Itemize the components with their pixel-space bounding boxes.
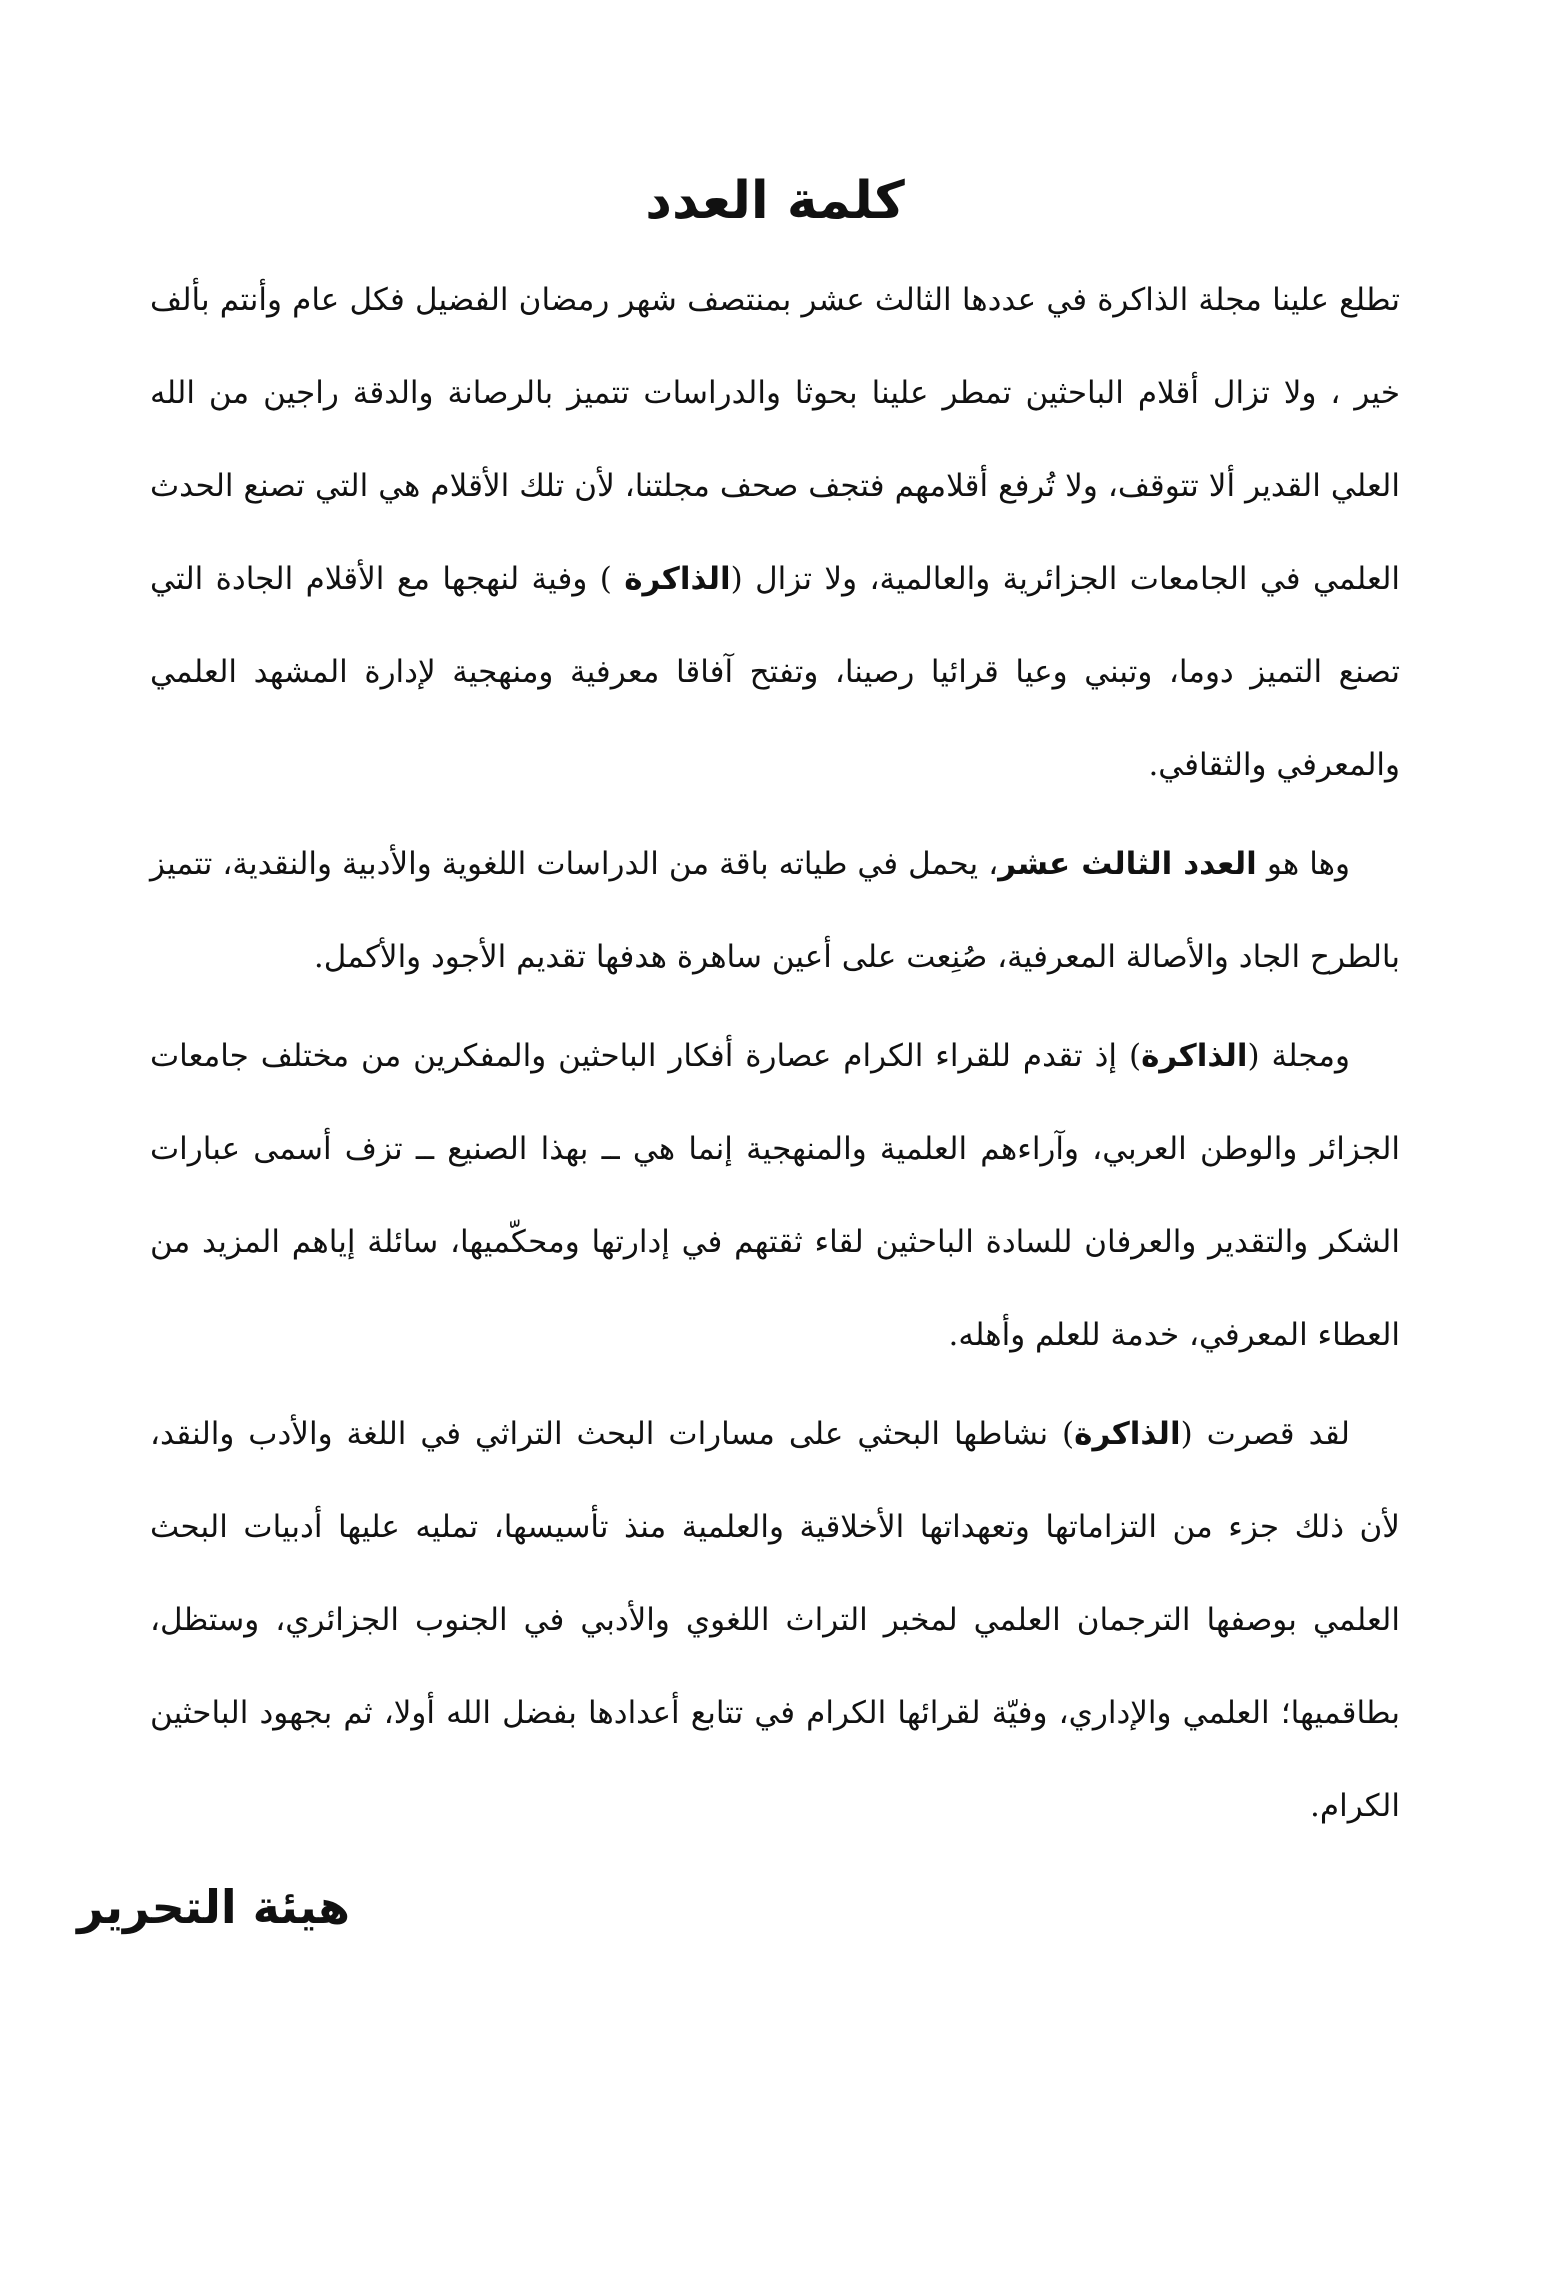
paragraph-4: [150, 1388, 1400, 1853]
paragraph-3-journal-name: الذاكرة: [1141, 1038, 1248, 1075]
paragraph-1-text-c: ) وفية لنهجها مع الأقلام الجادة التي تصنع التميز دوما، وتبني وعيا قرائيا رصينا، وتفتح آفاقا معرفية ومنهجية لإدارة المشهد العلمي والمعرفي والثقافي.: [150, 561, 1400, 784]
paragraph-3-text-a: ومجلة (: [1247, 1038, 1350, 1075]
paragraph-2: [150, 818, 1400, 1004]
paragraph-3-text-c: ) إذ تقدم للقراء الكرام عصارة أفكار الباحثين والمفكرين من مختلف جامعات الجزائر والوطن العربي، وآراءهم العلمية والمنهجية إنما هي ــ بهذا الصنيع ــ تزف أسمى عبارات الشكر والتقدير والعرفان للسادة الباحثين لقاء ثقتهم في إدارتها ومحكّميها، سائلة إياهم المزيد من العطاء المعرفي، خدمة للعلم وأهله.: [150, 1038, 1400, 1354]
paragraph-1-text-a: تطلع علينا مجلة الذاكرة في عددها الثالث عشر بمنتصف شهر رمضان الفضيل فكل عام وأنتم بألف خير ، ولا تزال أقلام الباحثين تمطر علينا بحوثا والدراسات تتميز بالرصانة والدقة راجين من الله العلي القدير ألا تتوقف، ولا تُرفع أقلامهم فتجف صحف مجلتنا، لأن تلك الأقلام هي التي تصنع الحدث العلمي في الجامعات الجزائرية والعالمية، ولا تزال (: [150, 282, 1400, 598]
paragraph-4-text-a: لقد قصرت (: [1180, 1416, 1350, 1453]
paragraph-4-text-c: ) نشاطها البحثي على مسارات البحث التراثي في اللغة والأدب والنقد، لأن ذلك جزء من التزاماتها وتعهداتها الأخلاقية والعلمية منذ تأسيسها، تمليه عليها أدبيات البحث العلمي بوصفها الترجمان العلمي لمخبر التراث اللغوي والأدبي في الجنوب الجزائري، وستظل، بطاقميها؛ العلمي والإداري، وفيّة لقرائها الكرام في تتابع أعدادها بفضل الله أولا، ثم بجهود الباحثين الكرام.: [150, 1416, 1400, 1825]
page-title: كلمة العدد: [645, 171, 905, 231]
editorial-board-signature: هيئة التحرير: [77, 1880, 350, 1934]
paragraph-2-text-c: ، يحمل في طياته باقة من الدراسات اللغوية والأدبية والنقدية، تتميز بالطرح الجاد والأصالة المعرفية، صُنِعت على أعين ساهرة هدفها تقديم الأجود والأكمل.: [150, 846, 1400, 976]
paragraph-1-journal-name: الذاكرة: [624, 561, 731, 598]
paragraph-2-text-a: وها هو: [1256, 846, 1350, 883]
editorial-page: [150, 170, 1400, 1859]
paragraph-2-issue-name: العدد الثالث عشر: [998, 846, 1257, 883]
paragraph-4-journal-name: الذاكرة: [1074, 1416, 1181, 1453]
paragraph-3: [150, 1010, 1400, 1382]
paragraph-1: [150, 254, 1400, 812]
